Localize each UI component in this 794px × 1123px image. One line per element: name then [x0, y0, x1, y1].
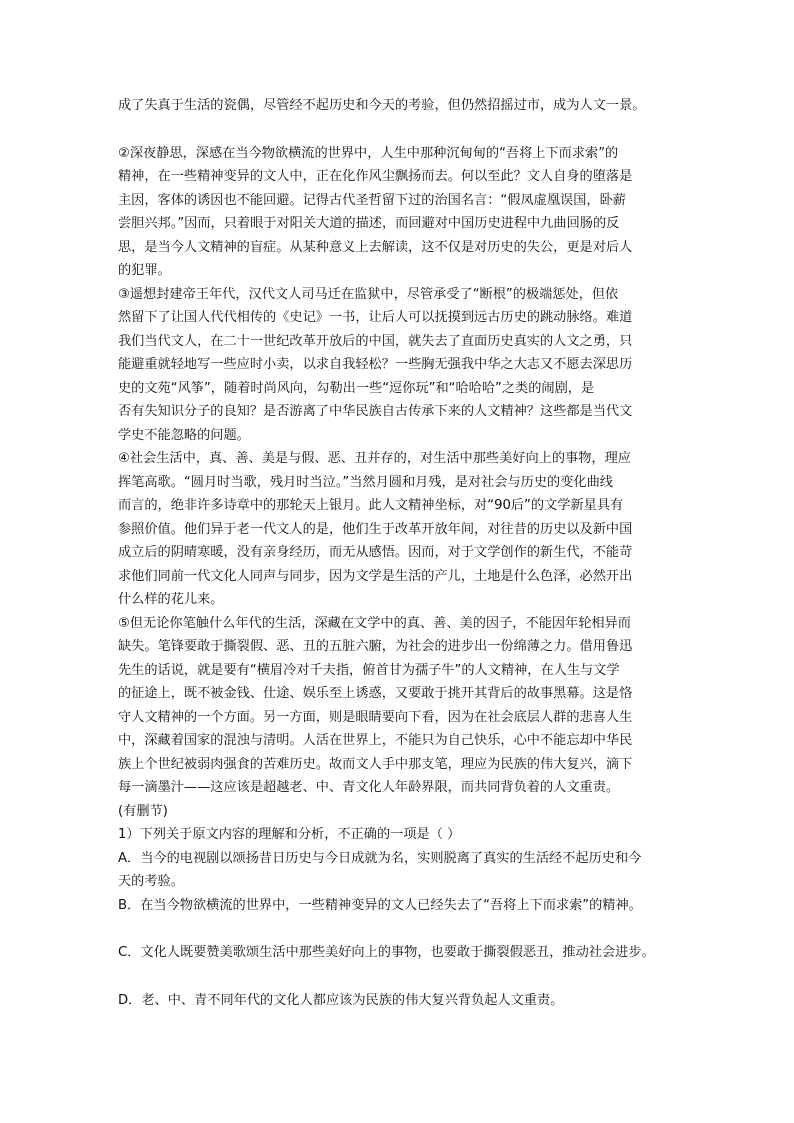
text-line: 史的文苑“风筝”，随着时尚风向，勾勒出一些“逗你玩”和“哈哈哈”之类的闹剧，是 — [118, 380, 595, 396]
text-line: ④社会生活中，真、善、美是与假、恶、丑并存的，对生活中那些美好向上的事物，理应 — [118, 451, 631, 466]
text-line: 能避重就轻地写一些应时小卖，以求自我轻松？一些胸无强我中华之大志又不愿去深思历 — [118, 357, 633, 372]
option-c: C．文化人既要赞美歌颂生活中那些美好向上的事物，也要敢于撕裂假恶丑，推动社会进步。 — [118, 945, 655, 960]
option-a-line: 天的考验。 — [118, 874, 184, 889]
option-d: D．老、中、青不同年代的文化人都应该为民族的伟大复兴背负起人文重责。 — [118, 992, 564, 1008]
text-line: ⑤但无论你笔触什么年代的生活，深藏在文学中的真、善、美的因子，不能因年轮相异而 — [118, 615, 631, 631]
text-line: 参照价值。他们异于老一代文人的是，他们生于改革开放年间，对往昔的历史以及新中国 — [118, 521, 633, 537]
text-line: ③遥想封建帝王年代，汉代文人司马迁在监狱中，尽管承受了“断根”的极端惩处，但依 — [118, 286, 619, 302]
text-line: 然留下了让国人代代相传的《史记》一书，让后人可以抚摸到远古历史的跳动脉络。难道 — [118, 310, 633, 325]
text-line: 学史不能忽略的问题。 — [118, 427, 250, 443]
paragraph-5 — [118, 612, 688, 800]
text-line: 我们当代文人，在二十一世纪改革开放后的中国，就失去了直面历史真实的人文之勇，只 — [118, 333, 633, 349]
intro-paragraph — [118, 94, 688, 118]
paragraph-2 — [118, 142, 688, 283]
text-line: 的犯罪。 — [118, 263, 171, 278]
text-line: 精神，在一些精神变异的文人中，正在化作风尘飘扬而去。何以至此？文人自身的堕落是 — [118, 169, 633, 184]
text-line: ②深夜静思，深感在当今物欲横流的世界中，人生中那种沉甸甸的“吾将上下而求索”的 — [118, 145, 619, 161]
text-line: 尝胆兴邦。”因而，只着眼于对阳关大道的描述，而回避对中国历史进程中九曲回肠的反 — [118, 216, 620, 231]
text-line: 守人文精神的一个方面。另一方面，则是眼睛要向下看，因为在社会底层人群的悲喜人生 — [118, 709, 633, 725]
text-line: 思，是当今人文精神的盲症。从某种意义上去解读，这不仅是对历史的失公，更是对后人 — [118, 239, 633, 255]
text-line: 的征途上，既不被金钱、仕途、娱乐至上诱惑，又要敢于挑开其背后的故事黑幕。这是恪 — [118, 686, 633, 701]
text-line: 缺失。笔锋要敢于撕裂假、恶、丑的五脏六腑，为社会的进步出一份绵薄之力。借用鲁迅 — [118, 639, 633, 654]
option-b: B．在当今物欲横流的世界中，一些精神变异的文人已经失去了“吾将上下而求索”的精神。 — [118, 897, 642, 913]
abridged-note: (有删节) — [118, 803, 168, 819]
option-a-line: A．当今的电视剧以颂扬昔日历史与今日成就为名，实则脱离了真实的生活经不起历史和今 — [118, 850, 642, 866]
question-block — [118, 823, 688, 1012]
text-line: 挥笔高歌。“圆月时当歌，残月时当泣。”当然月圆和月残，是对社会与历史的变化曲线 — [118, 474, 613, 490]
text-line: 每一滴墨汁——这应该是超越老、中、青文化人年龄界限，而共同背负着的人文重责。 — [118, 780, 620, 795]
text-line: 而言的，绝非许多诗章中的那轮天上银月。此人文精神坐标，对“90后”的文学新星具有 — [118, 498, 624, 513]
text-line: 否有失知识分子的良知？是否游离了中华民族自古传承下来的人文精神？这些都是当代文 — [118, 404, 633, 419]
text-line: 成立后的阴晴寒暖，没有亲身经历，而无从感悟。因而，对于文学创作的新生代，不能苛 — [118, 545, 633, 560]
text-line: 先生的话说，就是要有“横眉冷对千夫指，俯首甘为孺子牛”的人文精神，在人生与文学 — [118, 662, 620, 678]
text-line: 成了失真于生活的瓷偶，尽管经不起历史和今天的考验，但仍然招摇过市，成为人文一景。 — [118, 98, 646, 113]
text-line: 什么样的花儿来。 — [118, 592, 224, 607]
paragraph-3 — [118, 283, 688, 448]
document-page — [118, 94, 688, 1012]
paragraph-4 — [118, 447, 688, 612]
text-line: 主因，客体的诱因也不能回避。记得古代圣哲留下过的治国名言：“假凤虚凰误国，卧薪 — [118, 192, 626, 208]
text-line: 求他们同前一代文化人同声与同步，因为文学是生活的产儿，土地是什么色泽，必然开出 — [118, 568, 633, 584]
question-stem: 1）下列关于原文内容的理解和分析，不正确的一项是（ ） — [118, 827, 461, 842]
option-a — [118, 847, 688, 894]
text-line: 中，深藏着国家的混浊与清明。人活在世界上，不能只为自己快乐，心中不能忘却中华民 — [118, 733, 633, 748]
text-line: 族上个世纪被弱肉强食的苦难历史。故而文人手中那支笔，理应为民族的伟大复兴，滴下 — [118, 756, 633, 772]
